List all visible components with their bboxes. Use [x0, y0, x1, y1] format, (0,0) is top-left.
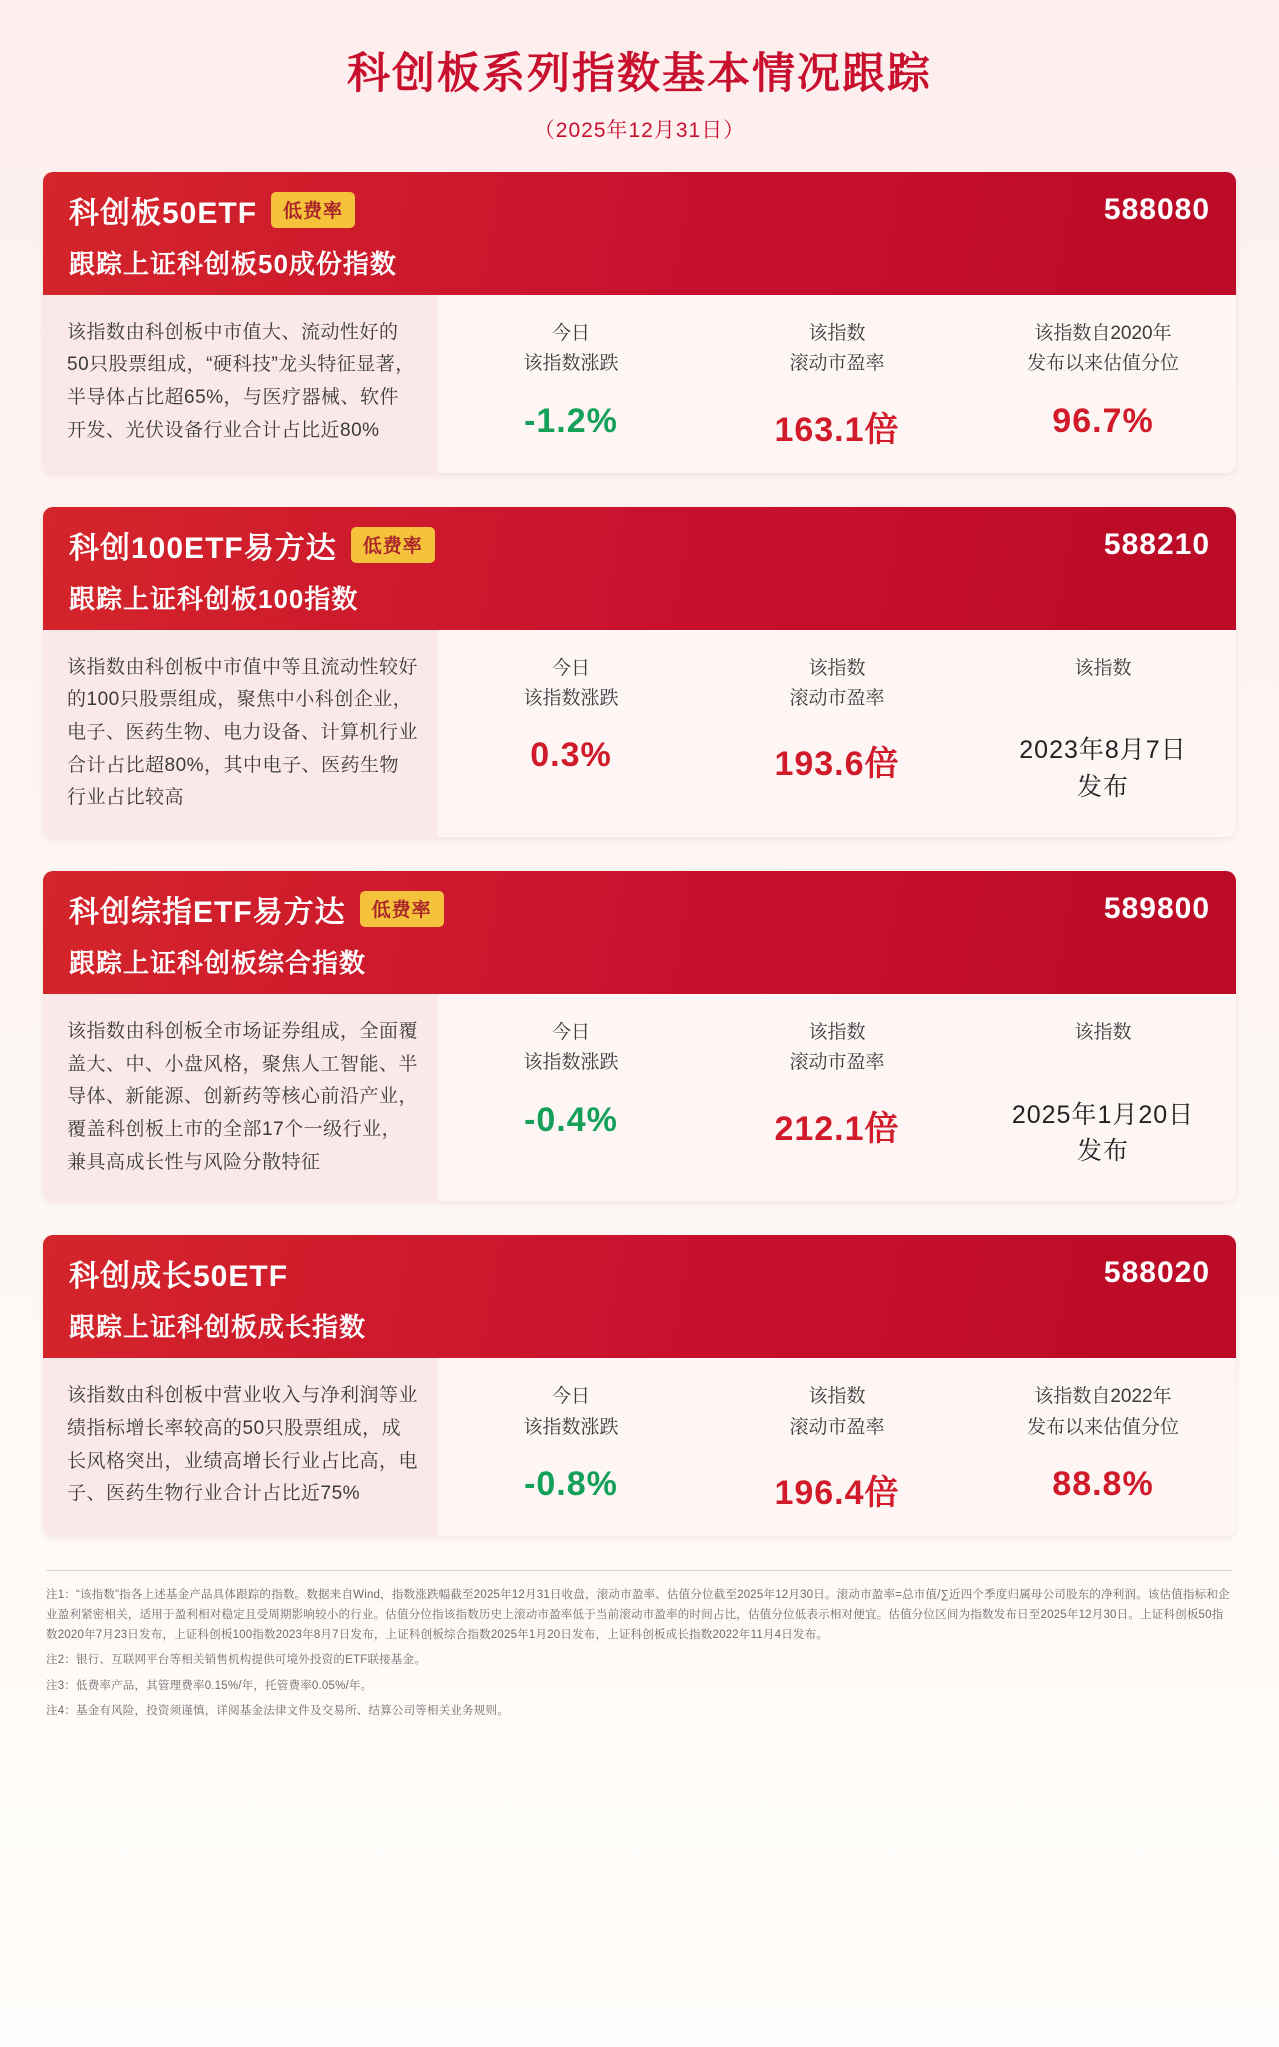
- metric-item: [704, 630, 970, 837]
- fund-name-wrap: [69, 523, 435, 567]
- metric-label-line1: 该指数: [808, 657, 866, 679]
- metric-label-line2: 滚动市盈率: [789, 353, 885, 375]
- fund-name: 科创板50ETF: [69, 196, 258, 230]
- fund-name-wrap: [69, 887, 444, 931]
- fund-code: 588210: [1103, 527, 1210, 561]
- metric-label-line1: 该指数: [1074, 657, 1132, 679]
- fund-name-wrap: [69, 1251, 288, 1295]
- metric-label-line2: 滚动市盈率: [789, 1416, 885, 1438]
- fund-card: [43, 871, 1236, 1201]
- metric-value: 163.1倍: [774, 410, 900, 449]
- metric-item: [438, 1358, 704, 1536]
- fund-name: 科创100ETF易方达: [69, 531, 337, 565]
- metric-value: 0.3%: [530, 736, 612, 775]
- metric-item: [438, 994, 704, 1201]
- fund-card-body: [43, 1358, 1236, 1536]
- fund-card-title-row: [69, 188, 1210, 232]
- metric-item: [704, 1358, 970, 1536]
- metric-value: -1.2%: [524, 401, 618, 440]
- metric-value: -0.4%: [524, 1100, 618, 1139]
- low-fee-badge: 低费率: [351, 527, 435, 563]
- metric-label-line2: [978, 1048, 1228, 1078]
- tracked-index-name: 跟踪上证科创板成长指数: [69, 1312, 367, 1343]
- metric-group: [438, 295, 1236, 473]
- fund-name-wrap: [69, 188, 355, 232]
- page-subtitle-date: （2025年12月31日）: [533, 118, 746, 142]
- metric-label-line1: 今日: [551, 322, 590, 344]
- metric-item: [970, 295, 1236, 473]
- low-fee-badge: 低费率: [271, 192, 355, 228]
- metric-value: 96.7%: [1052, 401, 1154, 440]
- metric-group: [438, 630, 1236, 837]
- metric-item: [970, 630, 1236, 837]
- metric-label-line2: 该指数涨跌: [523, 1416, 619, 1438]
- fund-card-header: [43, 507, 1236, 630]
- metric-value: 88.8%: [1052, 1465, 1154, 1504]
- fund-card-body: [43, 630, 1236, 837]
- metric-value: -0.8%: [524, 1465, 618, 1504]
- footnote: 注3：低费率产品，其管理费率0.15%/年，托管费率0.05%/年。: [46, 1679, 373, 1692]
- metric-label-line2: 滚动市盈率: [789, 687, 885, 709]
- metric-label-line2: 滚动市盈率: [789, 1052, 885, 1074]
- metric-item: [438, 630, 704, 837]
- metric-label-line1: 今日: [551, 1021, 590, 1043]
- metric-label-line2: 该指数涨跌: [523, 353, 619, 375]
- fund-code: 588080: [1103, 192, 1210, 226]
- metric-label-line2: 该指数涨跌: [523, 1052, 619, 1074]
- fund-card: [43, 507, 1236, 837]
- metric-label-line1: 该指数自2020年: [1034, 322, 1172, 344]
- index-description: 该指数由科创板中市值中等且流动性较好的100只股票组成，聚焦中小科创企业，电子、医药生物、电力设备、计算机行业合计占比超80%，其中电子、医药生物行业占比较高: [43, 630, 438, 837]
- metric-group: [438, 1358, 1236, 1536]
- metric-label-line1: 该指数自2022年: [1034, 1386, 1172, 1408]
- fund-card: [43, 172, 1236, 473]
- tracked-index-name: 跟踪上证科创板综合指数: [69, 947, 367, 978]
- fund-card-header: [43, 1235, 1236, 1358]
- metric-label-line1: 该指数: [808, 1021, 866, 1043]
- fund-name: 科创综指ETF易方达: [69, 895, 346, 929]
- metric-label-line1: 今日: [551, 1386, 590, 1408]
- footnote: 注2：银行、互联网平台等相关销售机构提供可境外投资的ETF联接基金。: [46, 1654, 426, 1667]
- fund-card-header: [43, 172, 1236, 295]
- fund-card-title-row: [69, 887, 1210, 931]
- page-title: 科创板系列指数基本情况跟踪: [347, 50, 932, 98]
- metric-value: 2023年8月7日 发布: [1019, 736, 1187, 801]
- metric-value: 196.4倍: [774, 1474, 900, 1513]
- metric-value: 2025年1月20日 发布: [1011, 1100, 1195, 1165]
- metric-item: [704, 295, 970, 473]
- metric-label-line1: 今日: [551, 657, 590, 679]
- fund-card-header: [43, 871, 1236, 994]
- tracked-index-name: 跟踪上证科创板50成份指数: [69, 248, 397, 279]
- fund-code: 588020: [1103, 1256, 1210, 1290]
- metric-label-line2: 发布以来估值分位: [1026, 353, 1179, 375]
- metric-label-line1: 该指数: [1074, 1021, 1132, 1043]
- index-description: 该指数由科创板中营业收入与净利润等业绩指标增长率较高的50只股票组成，成长风格突出，业绩高增长行业占比高，电子、医药生物行业合计占比近75%: [43, 1358, 438, 1536]
- metric-label-line2: 发布以来估值分位: [1026, 1416, 1179, 1438]
- metric-item: [970, 1358, 1236, 1536]
- index-description: 该指数由科创板中市值大、流动性好的50只股票组成，“硬科技”龙头特征显著，半导体占比超65%，与医疗器械、软件开发、光伏设备行业合计占比近80%: [43, 295, 438, 473]
- fund-name: 科创成长50ETF: [69, 1260, 289, 1294]
- fund-card-title-row: [69, 523, 1210, 567]
- metric-value: 193.6倍: [774, 745, 900, 784]
- fund-code: 589800: [1103, 891, 1210, 925]
- fund-card-body: [43, 295, 1236, 473]
- metric-item: [704, 994, 970, 1201]
- footnotes: [46, 1570, 1233, 1721]
- metric-item: [438, 295, 704, 473]
- footnote: 注4：基金有风险，投资须谨慎，详阅基金法律文件及交易所、结算公司等相关业务规则。: [46, 1704, 509, 1717]
- metric-item: [970, 994, 1236, 1201]
- index-description: 该指数由科创板全市场证券组成，全面覆盖大、中、小盘风格，聚焦人工智能、半导体、新能源、创新药等核心前沿产业，覆盖科创板上市的全部17个一级行业，兼具高成长性与风险分散特征: [43, 994, 438, 1201]
- metric-label-line2: 该指数涨跌: [523, 687, 619, 709]
- tracked-index-name: 跟踪上证科创板100指数: [69, 583, 359, 614]
- footnote: 注1：“该指数”指各上述基金产品具体跟踪的指数。数据来自Wind，指数涨跌幅截至2025年12月31日收盘，滚动市盈率、估值分位截至2025年12月30日。滚动市盈率=总市值/∑近四个季度归属母公司股东的净利润。该估值指标和企业盈利紧密相关，适用于盈利相对稳定且受周期影响较小的行业。估值分位指该指数历史上滚动市盈率低于当前滚动市盈率的时间占比，估值分位低表示相对便宜。估值分位区间为指数发布日至2025年12月30日。上证科创板50指数2020年7月23日发布，上证科创板100指数2023年8月7日发布，上证科创板综合指数2025年1月20日发布，上证科创板成长指数2022年11月4日发布。: [46, 1589, 1230, 1642]
- fund-card-title-row: [69, 1251, 1210, 1295]
- fund-card-body: [43, 994, 1236, 1201]
- metric-group: [438, 994, 1236, 1201]
- metric-label-line1: 该指数: [808, 322, 866, 344]
- fund-card-list: [0, 154, 1279, 1536]
- metric-label-line1: 该指数: [808, 1386, 866, 1408]
- metric-label-line2: [978, 684, 1228, 714]
- low-fee-badge: 低费率: [360, 891, 444, 927]
- page-header: [0, 0, 1279, 154]
- metric-value: 212.1倍: [774, 1109, 900, 1148]
- fund-card: [43, 1235, 1236, 1536]
